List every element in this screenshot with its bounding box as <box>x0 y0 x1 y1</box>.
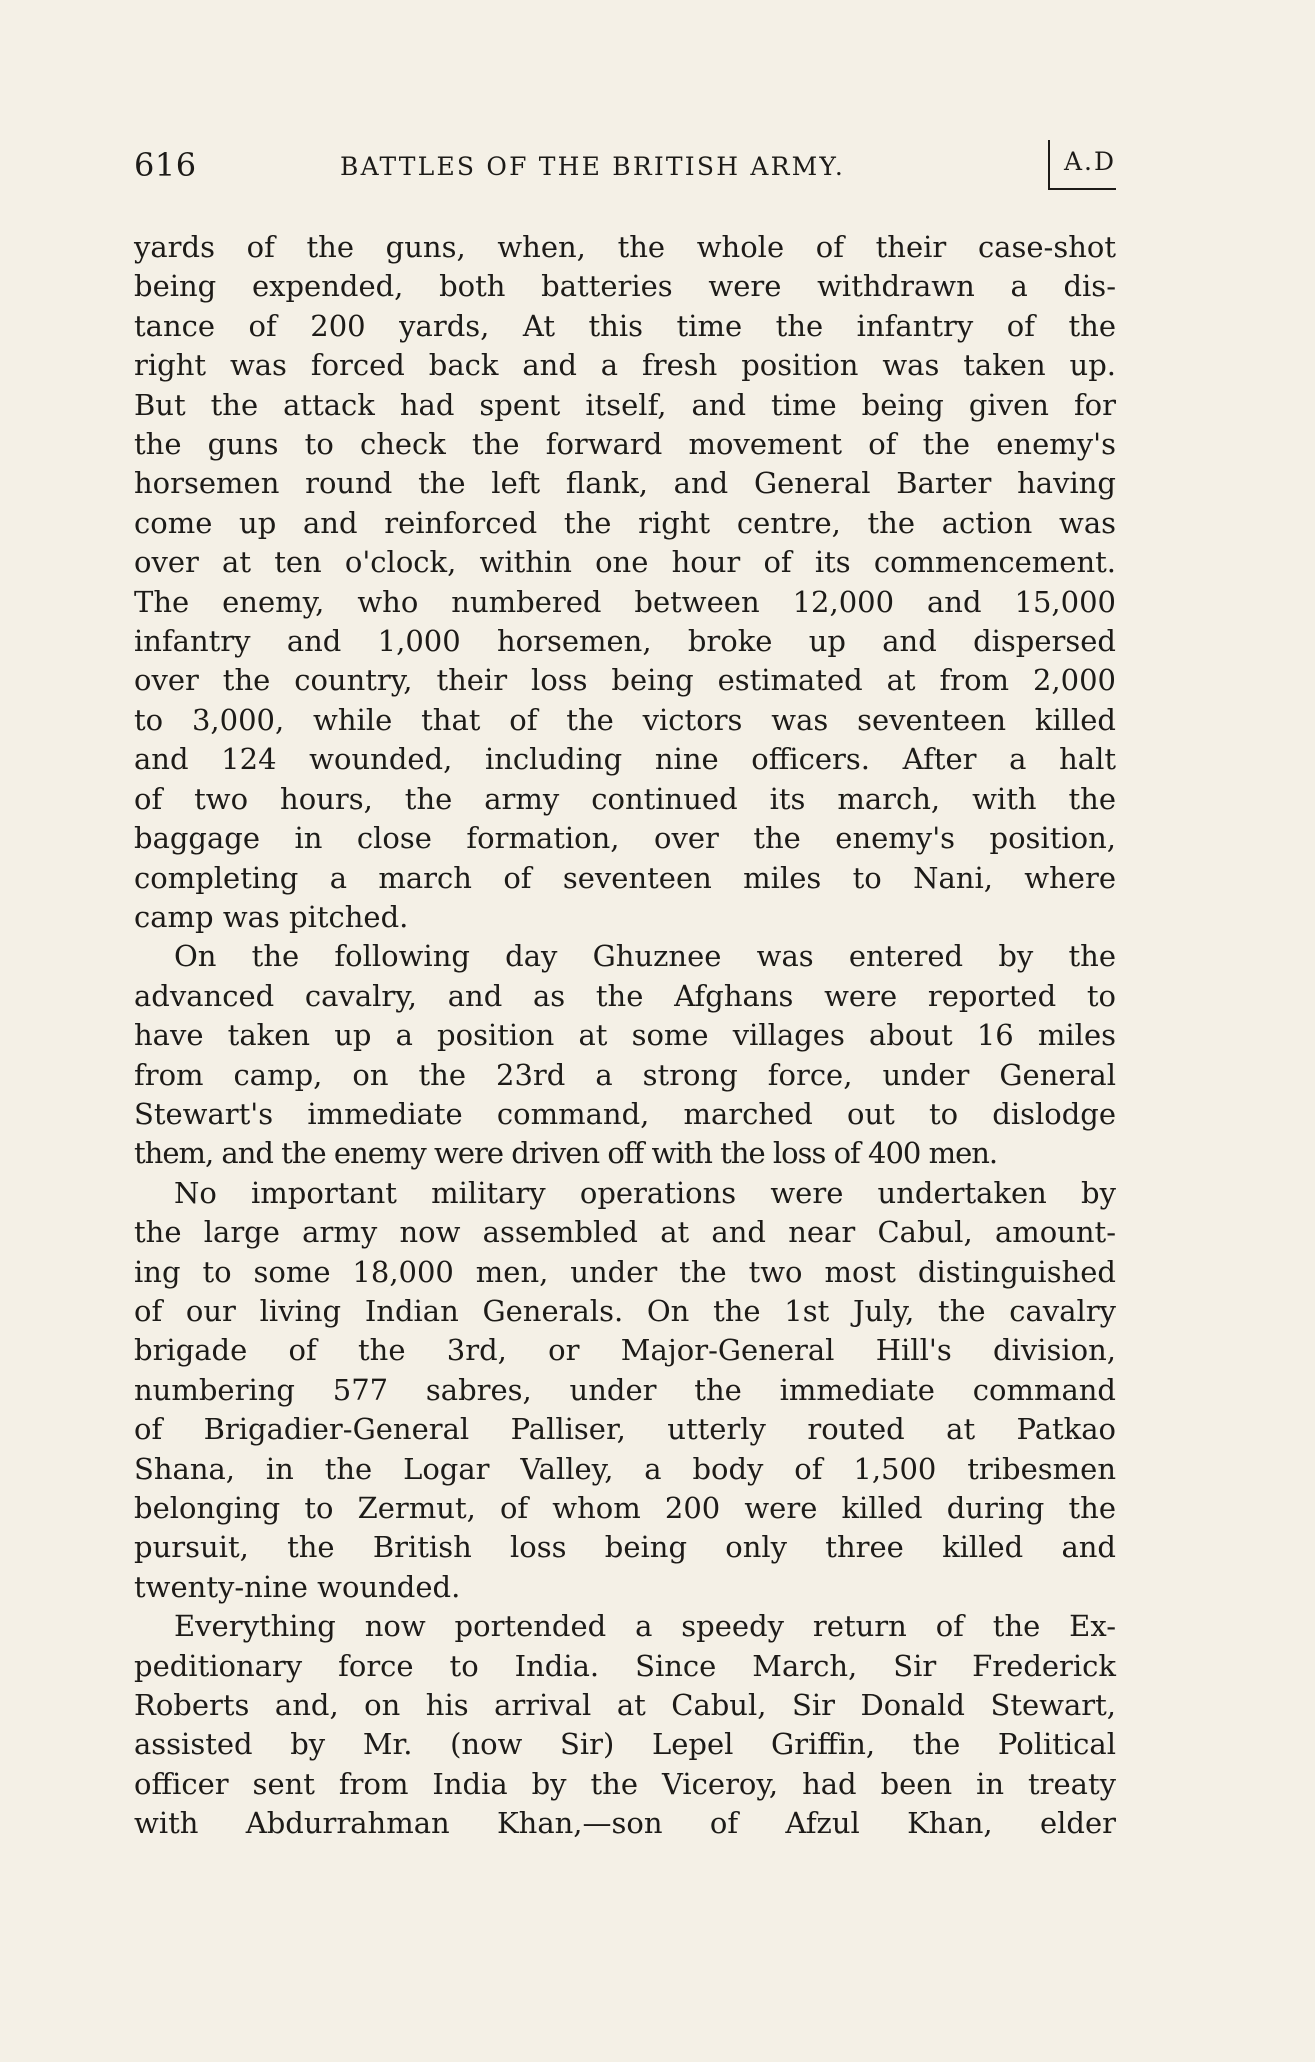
paragraph <box>134 937 1116 1173</box>
text-line: the large army now assembled at and near Cabul, amount- <box>134 1215 1116 1250</box>
text-line: advanced cavalry, and as the Afghans were reported to <box>134 978 1116 1013</box>
paragraph <box>134 1174 1116 1607</box>
text-line: them, and the enemy were driven off with the loss of 400 men. <box>134 1136 998 1171</box>
text-line: of two hours, the army continued its march, with the <box>134 781 1116 816</box>
text-line: have taken up a position at some villages about 16 miles <box>134 1018 1116 1053</box>
text-line: the guns to check the forward movement of the enemy's <box>134 427 1116 462</box>
page-header <box>134 140 1116 190</box>
paragraph <box>134 228 1116 937</box>
text-line: pursuit, the British loss being only three killed and <box>134 1530 1116 1565</box>
text-line: peditionary force to India. Since March, Sir Frederick <box>134 1648 1116 1683</box>
text-line: of our living Indian Generals. On the 1st July, the cavalry <box>134 1293 1116 1328</box>
text-line: to 3,000, while that of the victors was seventeen killed <box>134 702 1116 737</box>
text-line: brigade of the 3rd, or Major-General Hill's division, <box>134 1333 1116 1368</box>
body-text <box>134 228 1116 1844</box>
text-line: being expended, both batteries were withdrawn a dis- <box>134 269 1116 304</box>
text-line: On the following day Ghuznee was entered by the <box>174 939 1116 974</box>
text-line: assisted by Mr. (now Sir) Lepel Griffin, the Political <box>134 1727 1116 1762</box>
text-line: The enemy, who numbered between 12,000 and 15,000 <box>134 584 1116 619</box>
text-line: But the attack had spent itself, and time being given for <box>134 387 1116 422</box>
text-line: numbering 577 sabres, under the immediate command <box>134 1372 1116 1407</box>
paragraph <box>134 1607 1116 1843</box>
text-line: ing to some 18,000 men, under the two most distinguished <box>134 1254 1116 1289</box>
text-line: belonging to Zermut, of whom 200 were killed during the <box>134 1491 1116 1525</box>
text-line: over the country, their loss being estimated at from 2,000 <box>134 663 1116 698</box>
text-line: Roberts and, on his arrival at Cabul, Sir Donald Stewart, <box>134 1688 1116 1723</box>
date-bracket <box>1048 140 1116 190</box>
text-line: and 124 wounded, including nine officers. After a halt <box>134 742 1116 777</box>
text-line: horsemen round the left flank, and General Barter having <box>134 466 1116 501</box>
text-line: Everything now portended a speedy return of the Ex- <box>174 1609 1116 1644</box>
text-line: right was forced back and a fresh position was taken up. <box>134 348 1116 383</box>
text-line: twenty-nine wounded. <box>134 1569 461 1604</box>
text-line: camp was pitched. <box>134 899 409 934</box>
page-number: 616 <box>134 146 197 184</box>
text-line: Shana, in the Logar Valley, a body of 1,500 tribesmen <box>134 1451 1116 1486</box>
text-line: over at ten o'clock, within one hour of its commencement. <box>134 545 1116 580</box>
text-line: officer sent from India by the Viceroy, had been in treaty <box>134 1766 1116 1801</box>
text-line: with Abdurrahman Khan,—son of Afzul Khan, elder <box>134 1806 1116 1841</box>
text-line: of Brigadier-General Palliser, utterly routed at Patkao <box>134 1412 1116 1447</box>
text-line: Stewart's immediate command, marched out to dislodge <box>134 1096 1116 1131</box>
text-line: No important military operations were undertaken by <box>174 1175 1116 1210</box>
text-line: tance of 200 yards, At this time the infantry of the <box>134 308 1116 343</box>
text-line: from camp, on the 23rd a strong force, under General <box>134 1057 1116 1092</box>
running-head: BATTLES OF THE BRITISH ARMY. <box>340 152 846 181</box>
text-line: infantry and 1,000 horsemen, broke up and dispersed <box>134 624 1116 659</box>
text-line: yards of the guns, when, the whole of their case-shot <box>134 230 1116 264</box>
text-line: come up and reinforced the right centre, the action was <box>134 505 1116 540</box>
text-line: baggage in close formation, over the enemy's position, <box>134 821 1116 856</box>
date-mark-label: A.D <box>1063 147 1116 176</box>
text-line: completing a march of seventeen miles to Nani, where <box>134 860 1116 895</box>
